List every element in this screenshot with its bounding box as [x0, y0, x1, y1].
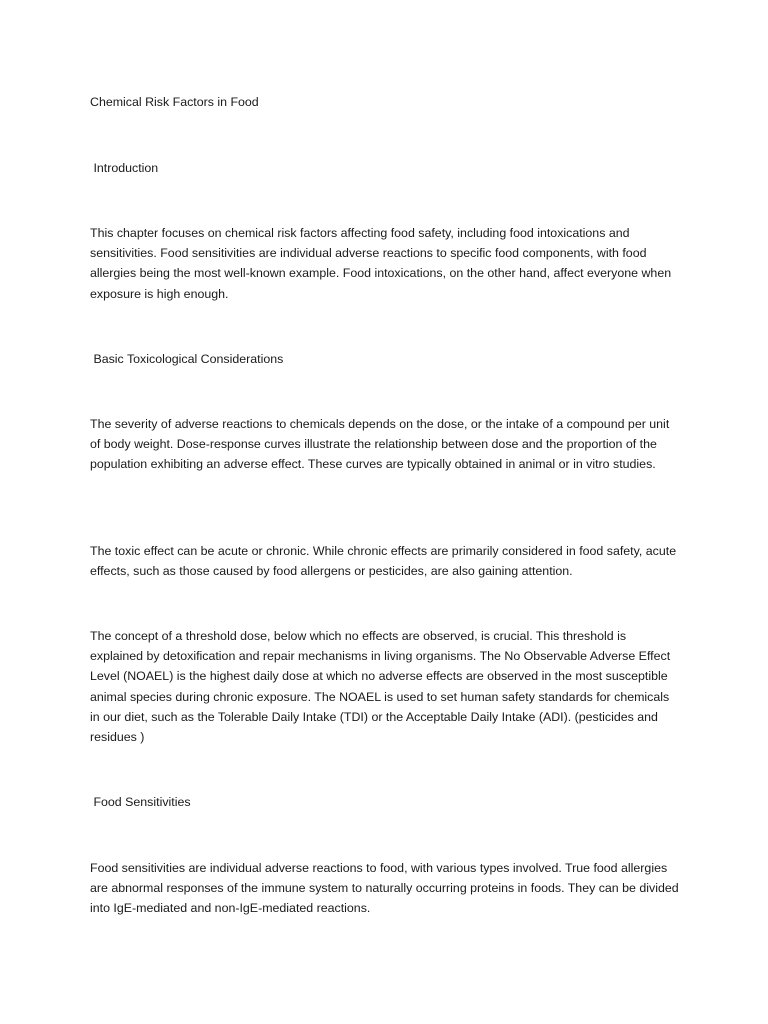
paragraph-introduction: This chapter focuses on chemical risk factors affecting food safety, including food intoxications and sensitivities. Food sensitivities are individual adverse reactions to specific food components, with food allergies being the most well-known example. Food intoxications, on the other hand, affect everyone when exposure is high enough.	[90, 226, 672, 301]
paragraph-dose-response: The severity of adverse reactions to chemicals depends on the dose, or the intake of a compound per unit of body weight. Dose-response curves illustrate the relationship between dose and the proportion of the population exhibiting an adverse effect. These curves are typically obtained in animal or in vitro studies.	[90, 417, 670, 472]
section-heading-introduction: Introduction	[90, 161, 159, 175]
document-title: Chemical Risk Factors in Food	[90, 95, 259, 109]
section-heading-basic-toxicological-considerations: Basic Toxicological Considerations	[90, 352, 284, 366]
section-heading-food-sensitivities: Food Sensitivities	[90, 795, 191, 809]
paragraph-acute-chronic: The toxic effect can be acute or chronic. While chronic effects are primarily considered in food safety, acute effects, such as those caused by food allergens or pesticides, are also gaining attention.	[90, 544, 677, 579]
paragraph-food-sensitivities: Food sensitivities are individual adverse reactions to food, with various types involved. True food allergies are abnormal responses of the immune system to naturally occurring proteins in foods. They can be divided into IgE-mediated and non-IgE-mediated reactions.	[90, 861, 679, 916]
paragraph-threshold-dose: The concept of a threshold dose, below which no effects are observed, is crucial. This threshold is explained by detoxification and repair mechanisms in living organisms. The No Observable Adverse Effect Level (NOAEL) is the highest daily dose at which no adverse effects are observed in the most susceptible animal species during chronic exposure. The NOAEL is used to set human safety standards for chemicals in our diet, such as the Tolerable Daily Intake (TDI) or the Acceptable Daily Intake (ADI). (pesticides and residues )	[90, 629, 671, 745]
